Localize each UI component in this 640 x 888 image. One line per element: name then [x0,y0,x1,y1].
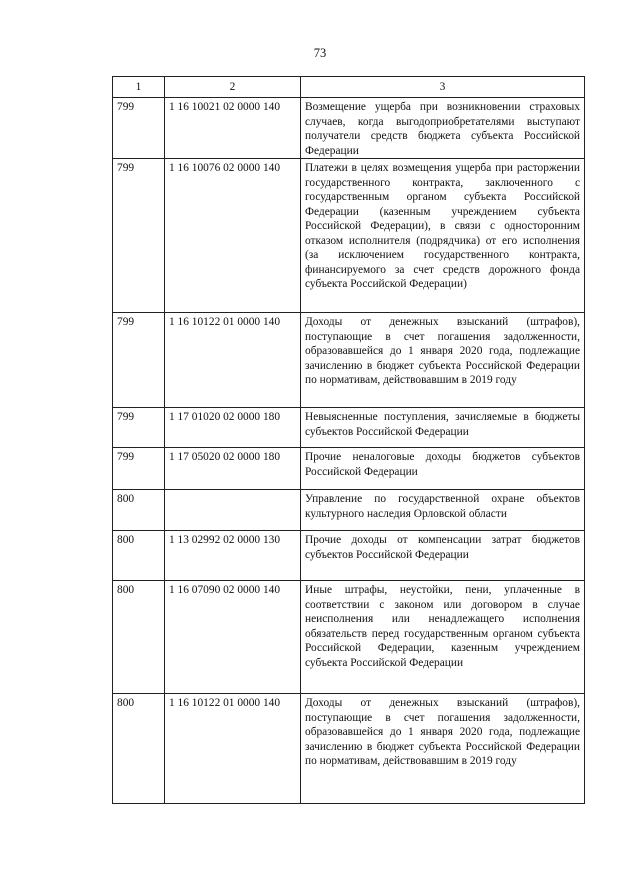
revenue-code-cell: 1 16 10122 01 0000 140 [165,694,301,804]
table-header-row [113,77,585,98]
admin-code-cell: 800 [113,694,165,804]
admin-code-cell: 800 [113,531,165,581]
revenue-code-cell: 1 16 10021 02 0000 140 [165,98,301,159]
column-header-2: 2 [165,77,301,98]
description-cell: Доходы от денежных взысканий (штрафов), поступающие в счет погашения задолженности, образовавшейся до 1 января 2020 года, подлежащие зачислению в бюджет субъекта Российской Федерации по нормативам, действовавшим в 2019 году [301,694,585,804]
revenue-codes-table [112,76,585,804]
admin-code-cell: 800 [113,490,165,531]
description-cell: Прочие неналоговые доходы бюджетов субъектов Российской Федерации [301,448,585,490]
description-cell: Невыясненные поступления, зачисляемые в бюджеты субъектов Российской Федерации [301,408,585,448]
admin-code-cell: 799 [113,98,165,159]
column-header-1: 1 [113,77,165,98]
revenue-code-cell: 1 16 10076 02 0000 140 [165,159,301,313]
revenue-code-cell: 1 17 05020 02 0000 180 [165,448,301,490]
revenue-code-cell: 1 13 02992 02 0000 130 [165,531,301,581]
revenue-code-cell: 1 16 07090 02 0000 140 [165,581,301,694]
table-row [113,448,585,490]
table-row [113,531,585,581]
revenue-code-cell [165,490,301,531]
table-row [113,408,585,448]
description-cell: Прочие доходы от компенсации затрат бюджетов субъектов Российской Федерации [301,531,585,581]
table-row [113,159,585,313]
table-row [113,313,585,408]
description-cell: Платежи в целях возмещения ущерба при расторжении государственного контракта, заключенного с государственным органом субъекта Российской Федерации (казенным учреждением субъекта Российской Федерации), в связи с односторонним отказом исполнителя (подрядчика) от его исполнения (за исключением государственного контракта, финансируемого за счет средств дорожного фонда субъекта Российской Федерации) [301,159,585,313]
table-row [113,581,585,694]
revenue-code-cell: 1 17 01020 02 0000 180 [165,408,301,448]
admin-code-cell: 799 [113,313,165,408]
description-cell: Доходы от денежных взысканий (штрафов), поступающие в счет погашения задолженности, образовавшейся до 1 января 2020 года, подлежащие зачислению в бюджет субъекта Российской Федерации по нормативам, действовавшим в 2019 году [301,313,585,408]
table-row [113,490,585,531]
page-number: 73 [313,46,327,60]
admin-code-cell: 800 [113,581,165,694]
admin-code-cell: 799 [113,448,165,490]
description-cell: Управление по государственной охране объектов культурного наследия Орловской области [301,490,585,531]
admin-code-cell: 799 [113,159,165,313]
description-cell: Возмещение ущерба при возникновении страховых случаев, когда выгодоприобретателями выступают получатели средств бюджета субъекта Российской Федерации [301,98,585,159]
revenue-code-cell: 1 16 10122 01 0000 140 [165,313,301,408]
table-row [113,694,585,804]
description-cell: Иные штрафы, неустойки, пени, уплаченные в соответствии с законом или договором в случае неисполнения или ненадлежащего исполнения обязательств перед государственным органом субъекта Российской Федерации, казенным учреждением субъекта Российской Федерации [301,581,585,694]
table-row [113,98,585,159]
admin-code-cell: 799 [113,408,165,448]
column-header-3: 3 [301,77,585,98]
